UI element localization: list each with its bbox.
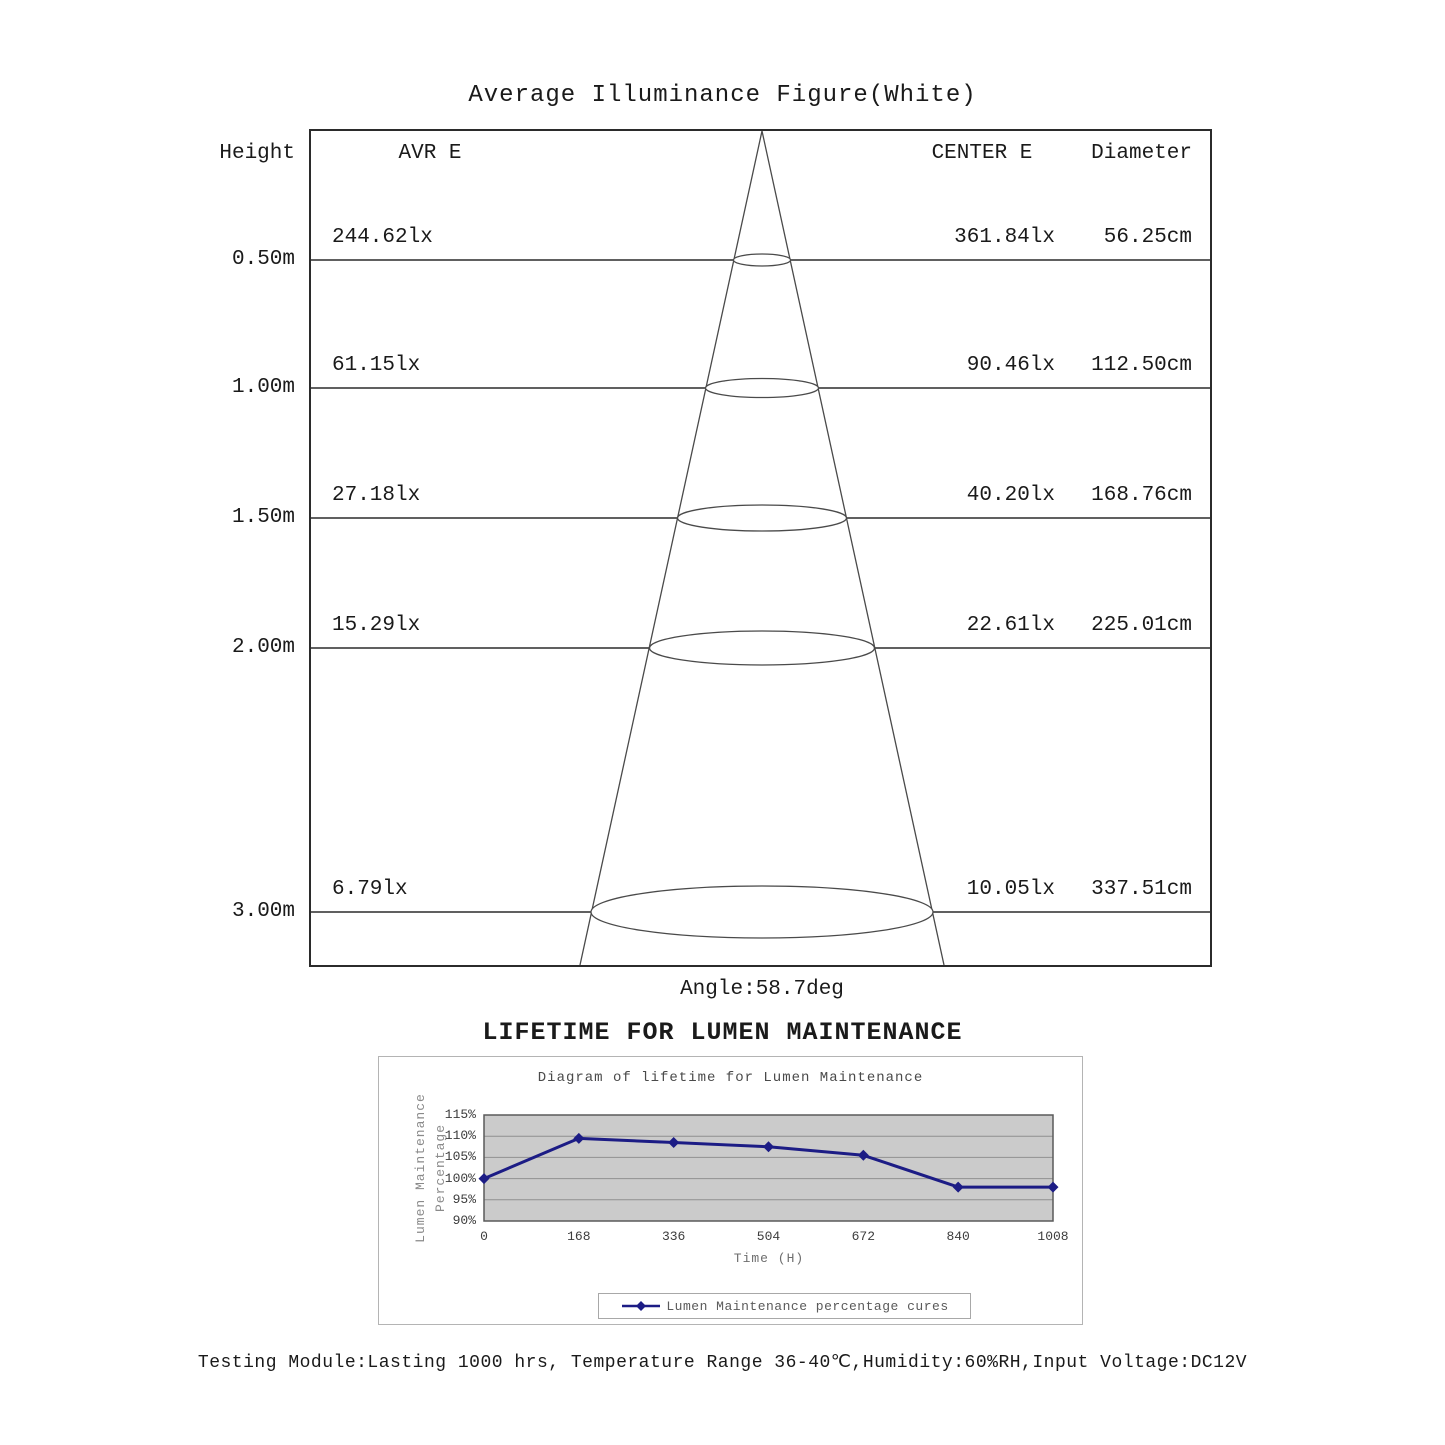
beam-spot-ellipses (591, 254, 933, 938)
column-header-diameter: Diameter (1091, 142, 1192, 165)
chart-title: Diagram of lifetime for Lumen Maintenance (537, 1070, 924, 1086)
x-tick-label: 336 (661, 1229, 686, 1244)
diameter-value: 56.25cm (1103, 226, 1192, 249)
diameter-value: 337.51cm (1091, 878, 1192, 901)
avr-e-value: 27.18lx (332, 484, 421, 507)
legend-line-sample (620, 1300, 662, 1312)
x-tick-label: 672 (851, 1229, 876, 1244)
chart-legend (598, 1293, 971, 1319)
plot-area (484, 1115, 1053, 1221)
avr-e-value: 61.15lx (332, 354, 421, 377)
y-tick-label: 115% (444, 1107, 476, 1122)
height-label: 0.50m (231, 248, 295, 271)
avr-e-value: 244.62lx (332, 226, 433, 249)
avr-e-value: 15.29lx (332, 614, 421, 637)
height-label: 2.00m (231, 636, 295, 659)
center-e-value: 40.20lx (966, 484, 1055, 507)
illuminance-cone-figure (309, 129, 1212, 967)
x-tick-label: 504 (756, 1229, 781, 1244)
lifetime-section-title: LIFETIME FOR LUMEN MAINTENANCE (482, 1018, 963, 1047)
x-tick-label: 840 (946, 1229, 970, 1244)
diameter-value: 225.01cm (1091, 614, 1192, 637)
height-label: 1.50m (231, 506, 295, 529)
testing-conditions-note: Testing Module:Lasting 1000 hrs, Temperature Range 36-40℃,Humidity:60%RH,Input Voltage:DC12V (197, 1353, 1248, 1373)
x-tick-label: 168 (567, 1229, 591, 1244)
height-label: 3.00m (231, 900, 295, 923)
legend-label: Lumen Maintenance percentage cures (666, 1298, 949, 1314)
y-tick-label: 100% (444, 1170, 476, 1186)
legend-diamond-marker (636, 1301, 646, 1311)
y-axis-label: Lumen Maintenance Percentage (412, 1093, 448, 1243)
beam-angle-annotation: Angle:58.7deg (680, 978, 844, 1001)
y-tick-label: 95% (452, 1191, 476, 1207)
lumen-maintenance-chart (378, 1056, 1083, 1325)
column-header-center-e: CENTER E (931, 142, 1033, 165)
center-e-value: 22.61lx (966, 614, 1055, 637)
diameter-value: 112.50cm (1091, 354, 1192, 377)
y-tick-label: 105% (444, 1149, 476, 1165)
center-e-value: 361.84lx (954, 226, 1055, 249)
column-header-height: Height (219, 142, 295, 165)
diameter-value: 168.76cm (1091, 484, 1192, 507)
x-tick-label: 1008 (1037, 1229, 1069, 1244)
illuminance-figure-title: Average Illuminance Figure(White) (468, 82, 977, 109)
lumen-chart-canvas (379, 1057, 1082, 1324)
avr-e-value: 6.79lx (332, 878, 408, 901)
column-header-avr-e: AVR E (398, 142, 462, 165)
y-tick-label: 90% (452, 1213, 476, 1228)
center-e-value: 10.05lx (966, 878, 1055, 901)
height-label: 1.00m (231, 376, 295, 399)
x-axis-label: Time (H) (733, 1251, 805, 1266)
x-tick-label: 0 (480, 1229, 488, 1244)
center-e-value: 90.46lx (966, 354, 1055, 377)
y-tick-label: 110% (444, 1128, 476, 1144)
